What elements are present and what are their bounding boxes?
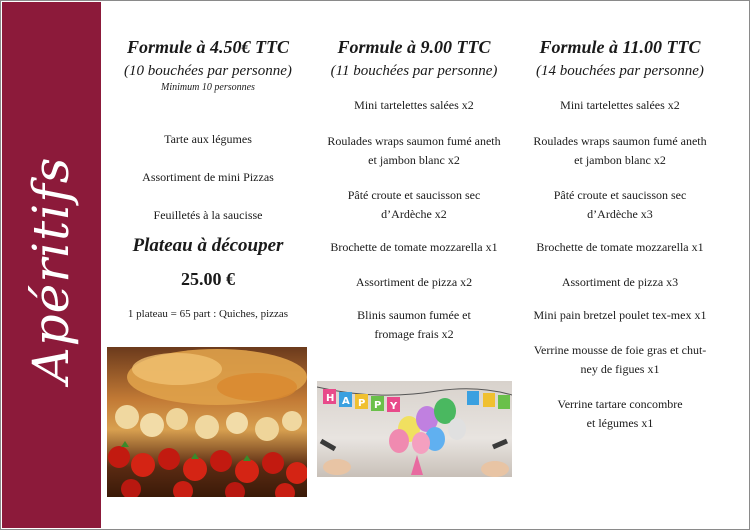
banner-letter: Y xyxy=(390,401,398,412)
sidebar-title: Apéritifs xyxy=(22,156,80,384)
menu-item: et jambon blanc x2 xyxy=(368,153,460,167)
banner-letter: H xyxy=(326,393,335,404)
formula-column-2 xyxy=(312,30,516,350)
formula-subtitle: (10 bouchées par personne) xyxy=(124,63,292,79)
plate-title: Plateau à découper xyxy=(132,235,284,256)
banner-letter: A xyxy=(342,396,350,407)
formula-column-3 xyxy=(518,30,722,440)
menu-item: d’Ardèche x3 xyxy=(587,207,653,221)
appetizer-illustration xyxy=(107,347,307,497)
menu-item: Roulades wraps saumon fumé aneth xyxy=(327,134,501,148)
menu-item: et légumes x1 xyxy=(586,416,654,430)
plate-details: 1 plateau = 65 part : Quiches, pizzas xyxy=(127,308,289,320)
menu-item: fromage frais x2 xyxy=(374,327,454,341)
menu-item: d’Ardèche x2 xyxy=(381,207,447,221)
formula-title: Formule à 9.00 TTC xyxy=(337,37,491,57)
formula-subtitle: (11 bouchées par personne) xyxy=(330,63,498,79)
menu-item: Assortiment de pizza x3 xyxy=(561,275,679,289)
menu-item: Roulades wraps saumon fumé aneth xyxy=(533,134,707,148)
menu-item: Pâté croute et saucisson sec xyxy=(553,188,687,202)
formula-minimum: Minimum 10 personnes xyxy=(161,82,255,93)
formula-title: Formule à 4.50€ TTC xyxy=(126,37,289,57)
menu-item: Mini tartelettes salées x2 xyxy=(560,98,680,112)
menu-item: Blinis saumon fumée et xyxy=(357,308,471,322)
menu-item: Assortiment de mini Pizzas xyxy=(142,170,274,184)
menu-item: Verrine mousse de foie gras et chut- xyxy=(533,343,707,357)
banner-letter: P xyxy=(358,398,366,409)
banner-letter: P xyxy=(374,400,382,411)
sidebar xyxy=(2,2,101,528)
plate-price: 25.00 € xyxy=(181,269,235,289)
menu-item: Brochette de tomate mozzarella x1 xyxy=(536,240,704,254)
menu-item: Feuilletés à la saucisse xyxy=(153,208,263,222)
formula-subtitle: (14 bouchées par personne) xyxy=(536,63,704,79)
menu-item: Assortiment de pizza x2 xyxy=(355,275,473,289)
party-illustration xyxy=(317,381,512,477)
appetizer-photo xyxy=(107,347,307,497)
menu-item: ney de figues x1 xyxy=(580,362,660,376)
menu-item: Mini tartelettes salées x2 xyxy=(354,98,474,112)
formula-title: Formule à 11.00 TTC xyxy=(539,37,701,57)
menu-item: Brochette de tomate mozzarella x1 xyxy=(330,240,498,254)
menu-item: Mini pain bretzel poulet tex-mex x1 xyxy=(533,308,707,322)
menu-item: Pâté croute et saucisson sec xyxy=(347,188,481,202)
menu-item: Verrine tartare concombre xyxy=(557,397,683,411)
menu-item: Tarte aux légumes xyxy=(164,132,252,146)
menu-item: et jambon blanc x2 xyxy=(574,153,666,167)
formula-column-1 xyxy=(108,30,308,330)
party-photo xyxy=(317,381,512,477)
